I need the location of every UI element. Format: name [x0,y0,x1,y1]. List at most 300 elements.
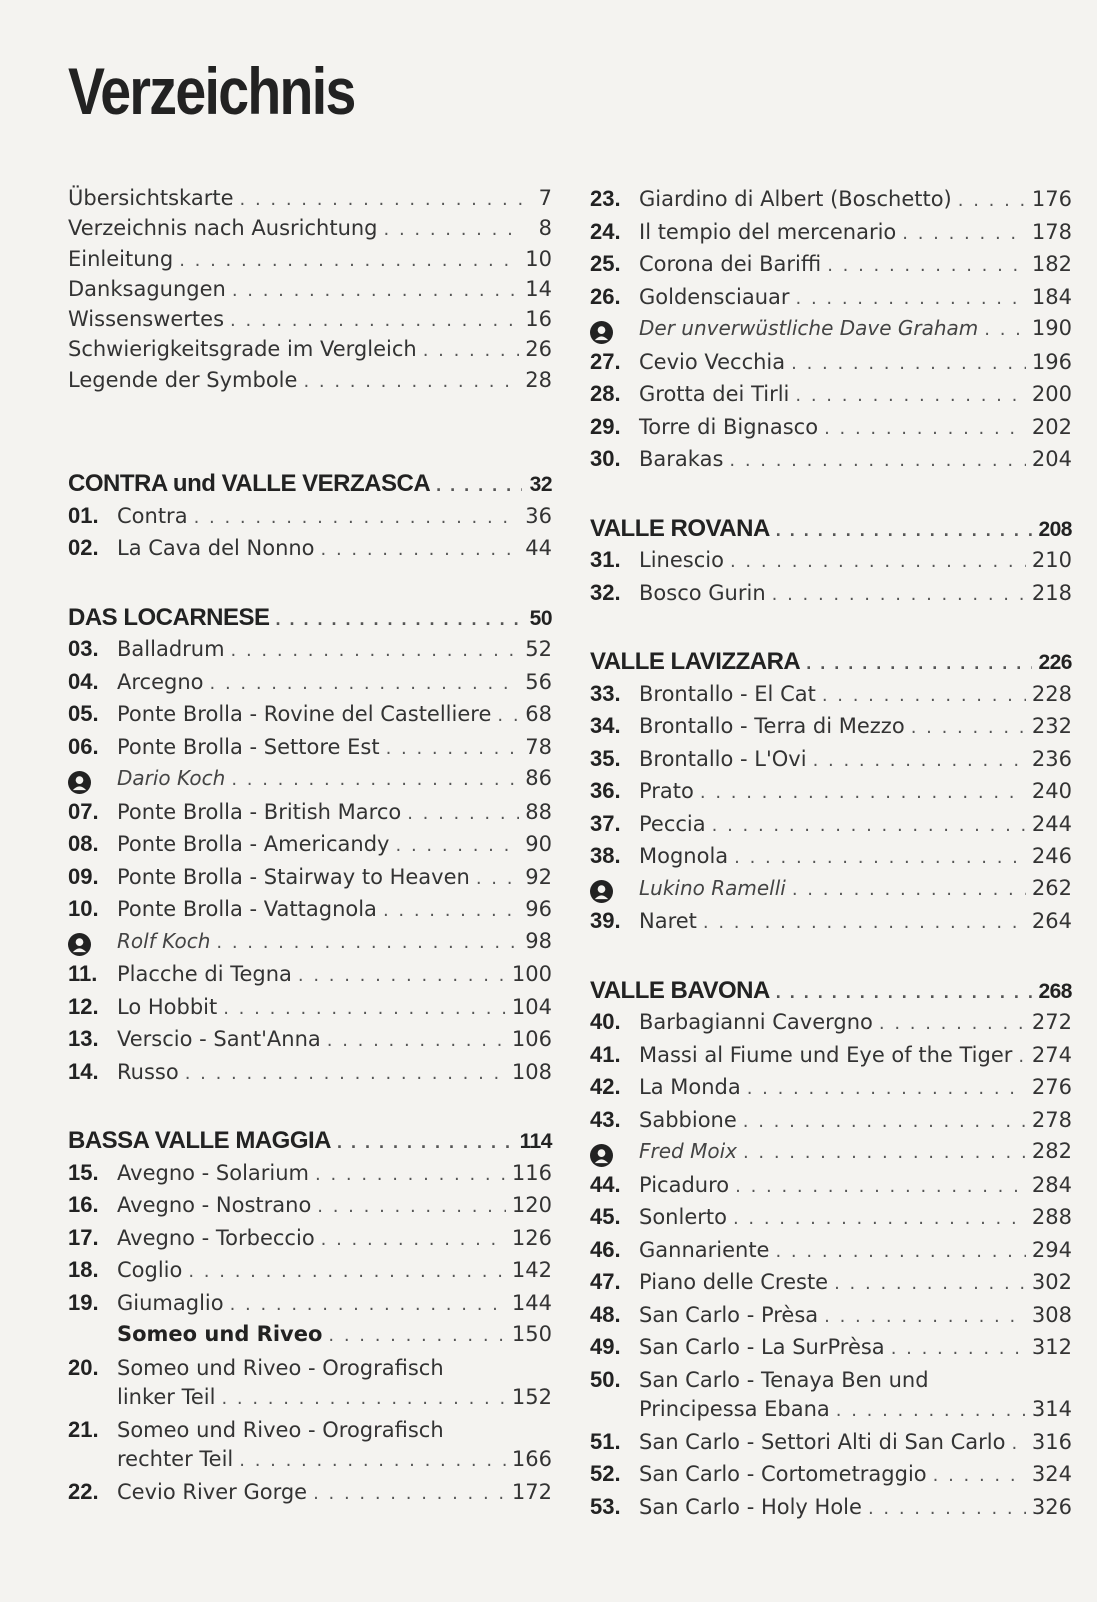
entry-page: 44 [525,536,552,561]
dot-leader [298,965,506,987]
entry-page: 50 [529,606,552,630]
dot-leader [321,539,520,561]
entry-number: 11. [68,961,98,987]
entry-page: 68 [525,702,552,727]
dot-leader [792,879,1026,901]
entry-label: Der unverwüstliche Dave Graham [639,316,979,340]
entry-page: 7 [538,186,552,210]
dot-leader [317,1196,506,1218]
entry-label: Lukino Ramelli [639,875,786,900]
dot-leader [230,1294,506,1316]
entry-page: 314 [1031,1396,1072,1421]
toc-entry [590,1429,1072,1462]
toc-entry [590,713,1072,746]
entry-number: 33. [590,680,621,706]
entry-label: Verscio - Sant'Anna [117,1027,321,1052]
dot-leader [984,319,1026,341]
entry-number: 52. [590,1461,621,1486]
toc-intro-entry [68,216,552,246]
entry-number: 45. [590,1204,621,1229]
toc-intro-entry [68,337,552,367]
toc-entry [590,1334,1072,1367]
entry-number: 20. [68,1354,99,1380]
toc-entry [590,1269,1072,1302]
entry-number: 14. [68,1058,99,1084]
entry-page: 78 [525,734,552,759]
entry-page: 10 [525,246,552,271]
toc-entry [68,1355,552,1385]
entry-label: Goldensciauar [639,284,790,309]
entry-label: San Carlo - Tenaya Ben und [639,1367,929,1392]
dot-leader [276,609,522,631]
dot-leader [216,932,519,954]
dot-leader [703,912,1026,934]
toc-entry [590,1204,1072,1237]
toc-entry [590,681,1072,714]
entry-page: 150 [511,1322,552,1347]
entry-number: 46. [590,1236,621,1262]
entry-number: 18. [68,1257,99,1283]
entry-label: Übersichtskarte [68,186,234,210]
entry-number: 06. [68,733,99,759]
toc-entry [68,1290,552,1323]
entry-label: CONTRA und VALLE VERZASCA [68,470,431,498]
spacer [590,941,1072,977]
entry-label: Naret [639,909,697,933]
entry-label: Gannariente [639,1237,770,1262]
entry-label: Rolf Koch [117,928,211,953]
entry-label: San Carlo - Holy Hole [639,1494,862,1519]
entry-page: 278 [1031,1107,1072,1132]
entry-page: 28 [525,367,552,392]
entry-number: 38. [590,843,621,868]
entry-label: La Monda [639,1075,741,1099]
entry-label: Linescio [639,548,724,572]
entry-number: 03. [68,636,99,662]
entry-number: 07. [68,798,99,824]
entry-page: 56 [525,669,552,694]
entry-label: Coglio [117,1258,183,1283]
dot-leader [231,769,519,791]
toc-entry [68,994,552,1027]
entry-number: 30. [590,446,621,471]
dot-leader [194,507,520,529]
entry-label: Avegno - Solarium [117,1160,310,1185]
entry-number: 41. [590,1041,621,1067]
entry-page: 16 [525,307,552,332]
dot-leader [188,1261,506,1283]
entry-number: 13. [68,1026,99,1052]
entry-number: 23. [590,186,621,211]
entry-number: 50. [590,1366,621,1392]
entry-label-continued: Principessa Ebana [639,1396,830,1421]
toc-intro-entry [68,186,552,216]
entry-label: Brontallo - Terra di Mezzo [639,714,905,738]
dot-leader [891,1338,1026,1360]
toc-entry [68,831,552,864]
entry-page: 324 [1031,1462,1072,1486]
entry-page: 98 [525,928,552,953]
entry-page: 244 [1031,811,1072,836]
toc-entry [590,1237,1072,1270]
toc-entry-continued [68,1447,552,1479]
dot-leader [730,551,1026,573]
entry-page: 190 [1031,316,1072,340]
entry-label: Ponte Brolla - British Marco [117,799,402,824]
toc-entry [68,636,552,669]
entry-page: 288 [1031,1205,1072,1229]
entry-number: 43. [590,1106,621,1132]
dot-leader [795,385,1026,407]
dot-leader [735,1176,1026,1198]
entry-label: Ponte Brolla - Rovine del Castelliere [117,702,492,727]
entry-label: San Carlo - Settori Alti di San Carlo [639,1429,1006,1454]
entry-label: San Carlo - Prèsa [639,1302,819,1327]
toc-entry [590,186,1072,219]
toc-entry [590,1107,1072,1140]
dot-leader [822,685,1026,707]
toc-entry [68,1257,552,1290]
dot-leader [384,219,522,241]
entry-page: 86 [525,766,552,791]
entry-label: Sabbione [639,1107,737,1132]
entry-label: Balladrum [117,637,225,662]
entry-label: Danksagungen [68,276,226,301]
dot-leader [772,584,1026,606]
dot-leader [747,1078,1026,1100]
entry-label: Cevio River Gorge [117,1479,308,1504]
entry-page: 176 [1031,187,1072,211]
entry-page: 210 [1031,548,1072,572]
toc-entry [590,1461,1072,1494]
entry-number: 25. [590,251,621,276]
entry-page: 326 [1031,1494,1072,1519]
entry-label-continued: rechter Teil [117,1446,234,1471]
dot-leader [1018,1046,1026,1068]
toc-entry [590,1302,1072,1335]
toc-intro-entry [68,277,552,307]
entry-label: BASSA VALLE MAGGIA [68,1127,332,1155]
entry-label: Peccia [639,811,706,836]
entry-label: Brontallo - L'Ovi [639,746,807,771]
toc-entry [590,284,1072,317]
toc-entry [590,219,1072,252]
toc-entry [590,908,1072,941]
entry-number: 16. [68,1192,99,1218]
dot-leader [386,738,520,760]
dot-leader [791,353,1026,375]
entry-number: 53. [590,1493,621,1519]
toc-entry-continued [590,1397,1072,1429]
entry-label-continued: linker Teil [117,1384,216,1409]
dot-leader [185,1063,506,1085]
entry-number: 26. [590,283,621,309]
entry-page: 294 [1031,1237,1072,1262]
toc-entry [68,1026,552,1059]
entry-number: 02. [68,535,99,561]
entry-number: 17. [68,1224,99,1250]
entry-page: 226 [1038,651,1072,674]
entry-label: Legende der Symbole [68,367,298,392]
entry-label: Giumaglio [117,1290,224,1315]
entry-label: VALLE LAVIZZARA [590,648,801,675]
toc-subsection [68,1322,552,1355]
dot-leader [733,1208,1026,1230]
spacer [68,568,552,604]
entry-number: 19. [68,1289,99,1315]
entry-label: Piano delle Creste [639,1270,829,1294]
entry-label: Verzeichnis nach Ausrichtung [68,216,378,241]
dot-leader [239,1450,506,1472]
entry-page: 52 [525,637,552,662]
entry-page: 120 [511,1193,552,1218]
dot-leader [303,371,519,393]
toc-intro-entry [68,368,552,398]
dot-leader [231,640,520,662]
climber-portrait-icon [68,933,117,956]
entry-label: Grotta dei Tirli [639,382,790,406]
entry-page: 272 [1031,1010,1072,1034]
toc-entry [590,547,1072,580]
spacer [68,398,552,434]
entry-label: Torre di Bignasco [639,414,819,439]
toc-portrait-entry [590,1139,1072,1172]
entry-label: Einleitung [68,246,174,271]
dot-leader [223,998,506,1020]
entry-label: San Carlo - La SurPrèsa [639,1335,885,1359]
entry-number: 49. [590,1334,621,1359]
dot-leader [328,1325,506,1347]
dot-leader [1012,1433,1026,1455]
toc-entry [590,811,1072,844]
toc-section-heading [68,1127,552,1160]
climber-portrait-icon [590,880,639,903]
dot-leader [958,190,1026,212]
entry-label: Placche di Tegna [117,962,292,987]
toc-intro-entry [68,247,552,277]
dot-leader [497,705,519,727]
toc-entry [590,414,1072,447]
dot-leader [240,189,522,211]
dot-leader [911,717,1026,739]
entry-page: 182 [1031,252,1072,276]
dot-leader [476,868,519,890]
toc-entry [68,503,552,536]
spacer [590,612,1072,648]
toc-entry [68,1417,552,1447]
dot-leader [806,653,1032,675]
entry-page: 218 [1031,580,1072,605]
dot-leader [776,982,1033,1004]
entry-label: Contra [117,503,188,528]
entry-label: Lo Hobbit [117,994,218,1019]
entry-page: 172 [511,1479,552,1504]
toc-section-heading [590,515,1072,548]
entry-page: 178 [1031,219,1072,244]
entry-label: Ponte Brolla - Americandy [117,832,390,857]
spacer [68,434,552,470]
entry-number: 35. [590,745,621,771]
entry-label: Ponte Brolla - Vattagnola [117,897,377,922]
entry-number: 09. [68,863,99,889]
entry-number: 27. [590,348,621,374]
entry-label: Ponte Brolla - Settore Est [117,734,380,759]
spacer [68,1091,552,1127]
entry-page: 268 [1038,979,1072,1003]
toc-intro-entry [68,307,552,337]
entry-page: 196 [1031,349,1072,374]
entry-number: 37. [590,810,621,836]
entry-label: Arcegno [117,669,204,694]
toc-entry [68,799,552,832]
entry-label: Prato [639,779,694,803]
dot-leader [776,520,1033,542]
entry-page: 14 [525,276,552,301]
entry-page: 166 [511,1446,552,1471]
entry-page: 200 [1031,382,1072,406]
dot-leader [796,288,1026,310]
entry-number: 12. [68,993,99,1019]
entry-page: 104 [511,994,552,1019]
entry-page: 274 [1031,1042,1072,1067]
entry-label: Barakas [639,447,724,471]
entry-page: 276 [1031,1075,1072,1099]
entry-number: 28. [590,381,621,406]
toc-entry [590,251,1072,284]
entry-page: 88 [525,799,552,824]
toc-entry [590,1074,1072,1107]
dot-leader [179,250,519,272]
entry-page: 202 [1031,414,1072,439]
entry-number: 48. [590,1301,621,1327]
dot-leader [836,1400,1026,1422]
dot-leader [824,418,1026,440]
dot-leader [743,1111,1026,1133]
entry-number: 08. [68,831,99,857]
entry-label: Someo und Riveo - Orografisch [117,1355,444,1380]
dot-leader [700,782,1026,804]
entry-page: 96 [525,897,552,922]
entry-page: 308 [1031,1302,1072,1327]
toc-entry [68,669,552,702]
entry-label: Bosco Gurin [639,580,766,605]
entry-number: 05. [68,701,99,727]
entry-page: 152 [511,1384,552,1409]
dot-leader [834,1273,1026,1295]
toc-entry [590,349,1072,382]
dot-leader [902,223,1026,245]
entry-page: 142 [511,1258,552,1283]
toc-entry [590,580,1072,613]
entry-number: 36. [590,778,621,803]
toc-entry [68,1225,552,1258]
dot-leader [327,1030,506,1052]
toc-entry [68,961,552,994]
entry-page: 106 [511,1027,552,1052]
toc-entry [68,1192,552,1225]
entry-label: Someo und Riveo [117,1322,323,1347]
toc-section-heading [68,470,552,503]
toc-section-heading [68,604,552,637]
entry-number: 15. [68,1159,99,1185]
entry-page: 8 [538,216,552,241]
toc-entry [590,1172,1072,1205]
entry-page: 284 [1031,1172,1072,1197]
entry-label: Picaduro [639,1172,730,1197]
toc-entry [68,896,552,929]
entry-page: 240 [1031,779,1072,803]
entry-label: Sonlerto [639,1205,727,1229]
toc-entry [590,446,1072,479]
dot-leader [734,847,1026,869]
entry-number: 04. [68,668,99,694]
entry-number: 31. [590,547,621,572]
entry-number: 39. [590,908,621,933]
dot-leader [221,1388,505,1410]
dot-leader [743,1142,1026,1164]
entry-number: 47. [590,1269,621,1294]
toc-entry [590,1494,1072,1527]
entry-page: 262 [1031,875,1072,900]
entry-label: Giardino di Albert (Boschetto) [639,187,952,211]
toc-section-heading [590,977,1072,1010]
entry-label: VALLE BAVONA [590,976,770,1004]
entry-page: 228 [1031,681,1072,706]
toc-column-left [68,186,552,1511]
entry-page: 114 [519,1130,552,1154]
entry-label: Wissenswertes [68,307,225,332]
entry-label: Il tempio del mercenario [639,219,897,244]
toc-entry [590,1009,1072,1042]
toc-entry [68,1479,552,1512]
entry-page: 184 [1031,284,1072,309]
entry-label: Cevio Vecchia [639,349,786,374]
entry-label: La Cava del Nonno [117,536,315,561]
toc-entry [590,843,1072,876]
entry-number: 22. [68,1478,99,1504]
toc-entry [68,1160,552,1193]
entry-label: Russo [117,1059,179,1084]
entry-page: 204 [1031,447,1072,471]
dot-leader [230,310,519,332]
entry-number: 40. [590,1009,621,1034]
dot-leader [813,750,1026,772]
toc-portrait-entry [68,929,552,962]
toc-entry [68,1059,552,1092]
entry-page: 246 [1031,844,1072,868]
toc-entry [590,746,1072,779]
entry-page: 302 [1031,1270,1072,1294]
entry-page: 144 [511,1290,552,1315]
entry-page: 36 [525,503,552,528]
toc-section-heading [590,648,1072,681]
entry-label: Corona dei Bariffi [639,252,822,276]
entry-label: Fred Moix [639,1139,737,1163]
dot-leader [879,1013,1026,1035]
toc-entry [590,778,1072,811]
dot-leader [210,673,520,695]
entry-number: 01. [68,502,99,528]
entry-label: Brontallo - El Cat [639,681,816,706]
toc-entry [590,1367,1072,1397]
entry-page: 232 [1031,714,1072,738]
dot-leader [712,815,1026,837]
dot-leader [868,1498,1026,1520]
entry-page: 108 [511,1059,552,1084]
entry-label: Someo und Riveo - Orografisch [117,1417,444,1442]
dot-leader [824,1306,1026,1328]
entry-page: 282 [1031,1139,1072,1163]
